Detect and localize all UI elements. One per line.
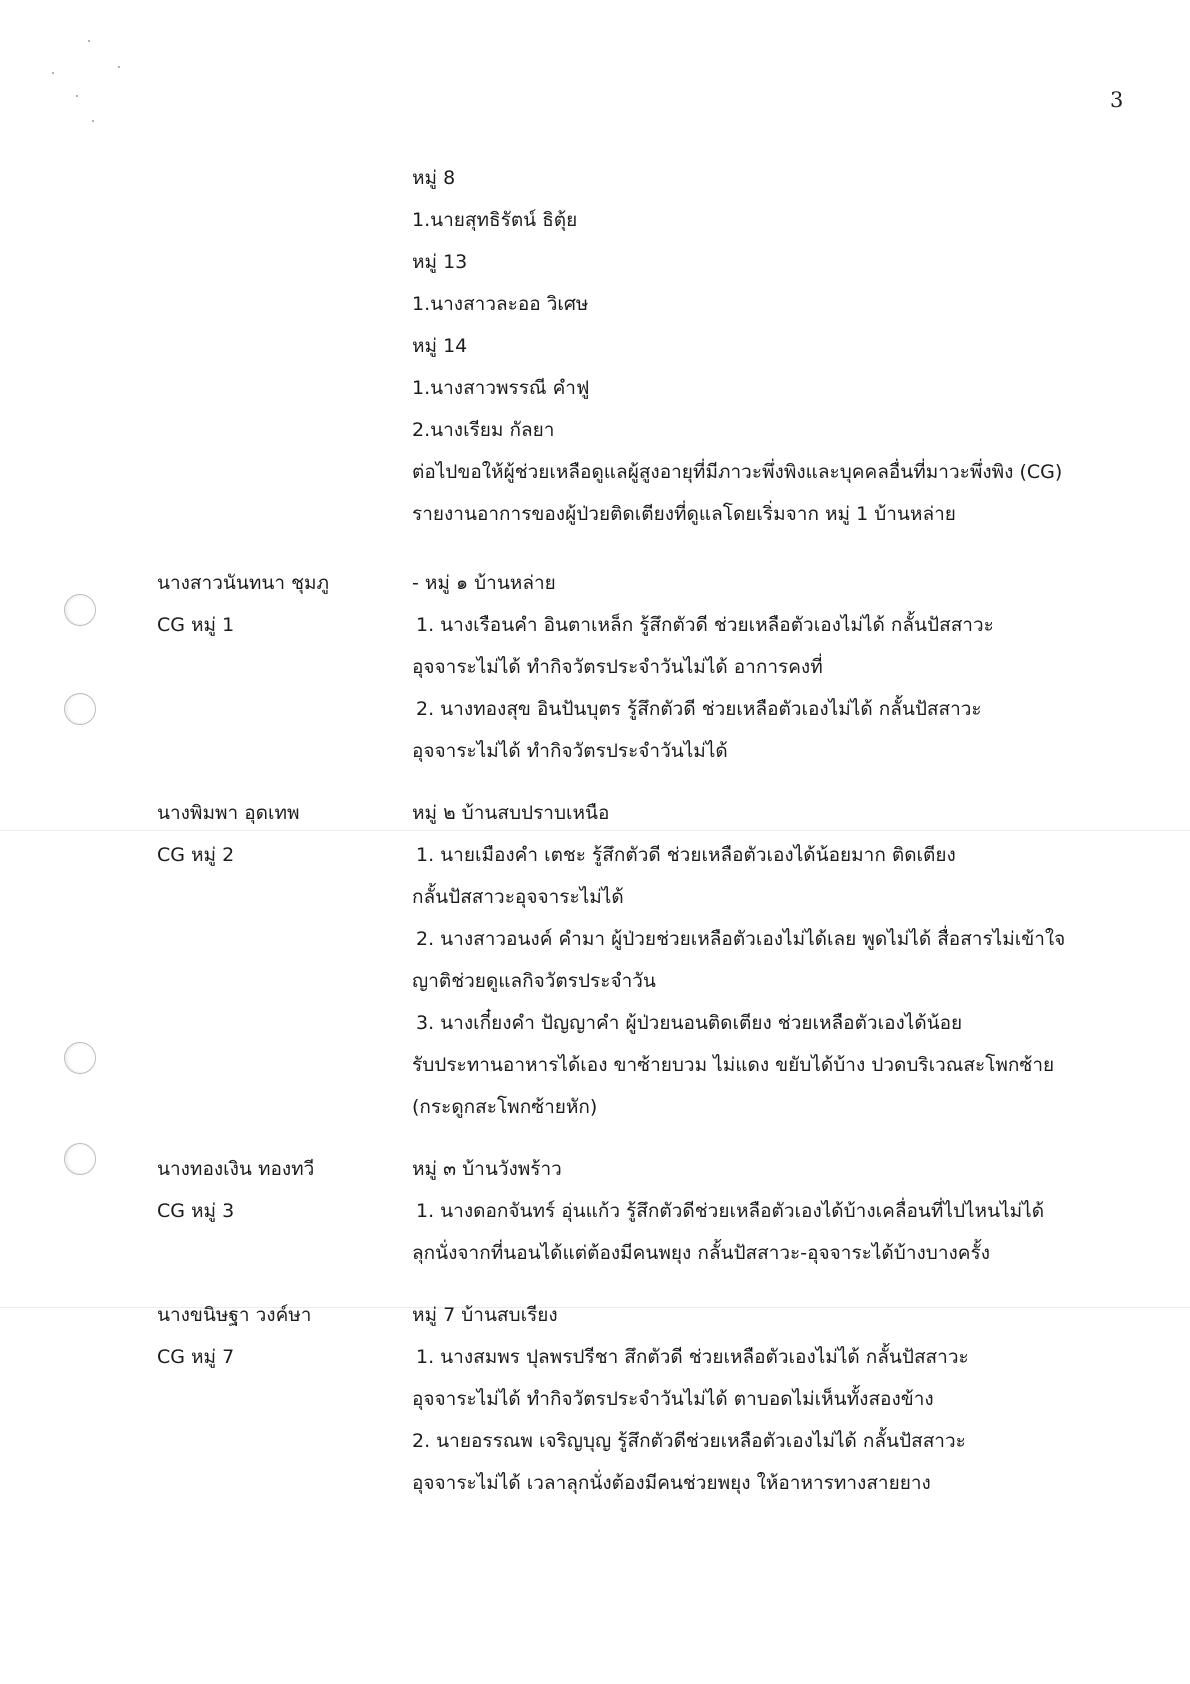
- intro-line: 1.นายสุทธิรัตน์ ธิตุ้ย: [412, 209, 578, 231]
- report-line: อุจจาระไม่ได้ ทำกิจวัตรประจำวันไม่ได้ อาการคงที่: [412, 656, 823, 678]
- speaker-role: CG หมู่ 3: [157, 1200, 235, 1222]
- village-header: หมู่ 7 บ้านสบเรียง: [412, 1304, 558, 1326]
- report-line: อุจจาระไม่ได้ ทำกิจวัตรประจำวันไม่ได้: [412, 740, 728, 762]
- intro-line: หมู่ 14: [412, 335, 468, 357]
- village-header: หมู่ ๓ บ้านวังพร้าว: [412, 1158, 562, 1180]
- punch-hole: [64, 693, 96, 725]
- report-line: 3. นางเกี๋ยงคำ ปัญญาคำ ผู้ป่วยนอนติดเตียง ช่วยเหลือตัวเองได้น้อย: [416, 1012, 963, 1034]
- intro-line: 2.นางเรียม กัลยา: [412, 419, 555, 441]
- speaker-role: CG หมู่ 1: [157, 614, 235, 636]
- speaker-name: นางทองเงิน ทองทวี: [157, 1158, 315, 1180]
- scan-speck: [76, 95, 78, 97]
- report-line: ญาติช่วยดูแลกิจวัตรประจำวัน: [412, 970, 656, 992]
- speaker-role: CG หมู่ 7: [157, 1346, 235, 1368]
- report-line: กลั้นปัสสาวะอุจจาระไม่ได้: [412, 886, 624, 908]
- report-line: 1. นางสมพร ปุลพรปรีชา สึกตัวดี ช่วยเหลือตัวเองไม่ได้ กลั้นปัสสาวะ: [416, 1346, 969, 1368]
- report-line: 1. นางดอกจันทร์ อุ่นแก้ว รู้สึกตัวดีช่วยเหลือตัวเองได้บ้างเคลื่อนที่ไปไหนไม่ได้: [416, 1200, 1045, 1222]
- scan-speck: [118, 66, 120, 68]
- report-line: ลุกนั่งจากที่นอนได้แต่ต้องมีคนพยุง กลั้นปัสสาวะ-อุจจาระได้บ้างบางครั้ง: [412, 1242, 990, 1264]
- report-line: (กระดูกสะโพกซ้ายหัก): [412, 1096, 598, 1118]
- speaker-name: นางสาวนันทนา ชุมภู: [157, 572, 330, 594]
- village-header: หมู่ ๒ บ้านสบปราบเหนือ: [412, 802, 610, 824]
- scan-speck: [88, 40, 90, 42]
- intro-line: 1.นางสาวพรรณี คำฟู: [412, 377, 590, 399]
- scan-speck: [52, 72, 54, 74]
- page-number: 3: [1110, 88, 1124, 112]
- scan-speck: [92, 120, 94, 122]
- intro-line: ต่อไปขอให้ผู้ช่วยเหลือดูแลผู้สูงอายุที่มีภาวะพึ่งพิงและบุคคลอื่นที่มาวะพึ่งพิง (CG): [412, 461, 1063, 483]
- intro-line: รายงานอาการของผู้ป่วยติดเตียงที่ดูแลโดยเริ่มจาก หมู่ 1 บ้านหล่าย: [412, 503, 956, 525]
- report-line: 2. นายอรรณพ เจริญบุญ รู้สึกตัวดีช่วยเหลือตัวเองไม่ได้ กลั้นปัสสาวะ: [412, 1430, 966, 1452]
- intro-line: หมู่ 13: [412, 251, 468, 273]
- speaker-name: นางขนิษฐา วงค์ษา: [157, 1304, 312, 1326]
- report-line: 2. นางทองสุข อินปันบุตร รู้สึกตัวดี ช่วยเหลือตัวเองไม่ได้ กลั้นปัสสาวะ: [416, 698, 982, 720]
- report-line: 1. นายเมืองคำ เตชะ รู้สึกตัวดี ช่วยเหลือตัวเองได้น้อยมาก ติดเตียง: [416, 844, 956, 866]
- speaker-name: นางพิมพา อุดเทพ: [157, 802, 300, 824]
- punch-hole: [64, 594, 96, 626]
- punch-hole: [64, 1143, 96, 1175]
- intro-line: หมู่ 8: [412, 167, 456, 189]
- village-header: - หมู่ ๑ บ้านหล่าย: [412, 572, 556, 594]
- report-line: อุจจาระไม่ได้ ทำกิจวัตรประจำวันไม่ได้ ตาบอดไม่เห็นทั้งสองข้าง: [412, 1388, 934, 1410]
- intro-line: 1.นางสาวละออ วิเศษ: [412, 293, 589, 315]
- report-line: รับประทานอาหารได้เอง ขาซ้ายบวม ไม่แดง ขยับได้บ้าง ปวดบริเวณสะโพกซ้าย: [412, 1054, 1055, 1076]
- report-line: 1. นางเรือนคำ อินตาเหล็ก รู้สึกตัวดี ช่วยเหลือตัวเองไม่ได้ กลั้นปัสสาวะ: [416, 614, 994, 636]
- report-line: อุจจาระไม่ได้ เวลาลุกนั่งต้องมีคนช่วยพยุง ให้อาหารทางสายยาง: [412, 1472, 931, 1494]
- report-line: 2. นางสาวอนงค์ คำมา ผู้ป่วยช่วยเหลือตัวเองไม่ได้เลย พูดไม่ได้ สื่อสารไม่เข้าใจ: [416, 928, 1066, 950]
- scan-line: [0, 830, 1190, 831]
- speaker-role: CG หมู่ 2: [157, 844, 235, 866]
- punch-hole: [64, 1042, 96, 1074]
